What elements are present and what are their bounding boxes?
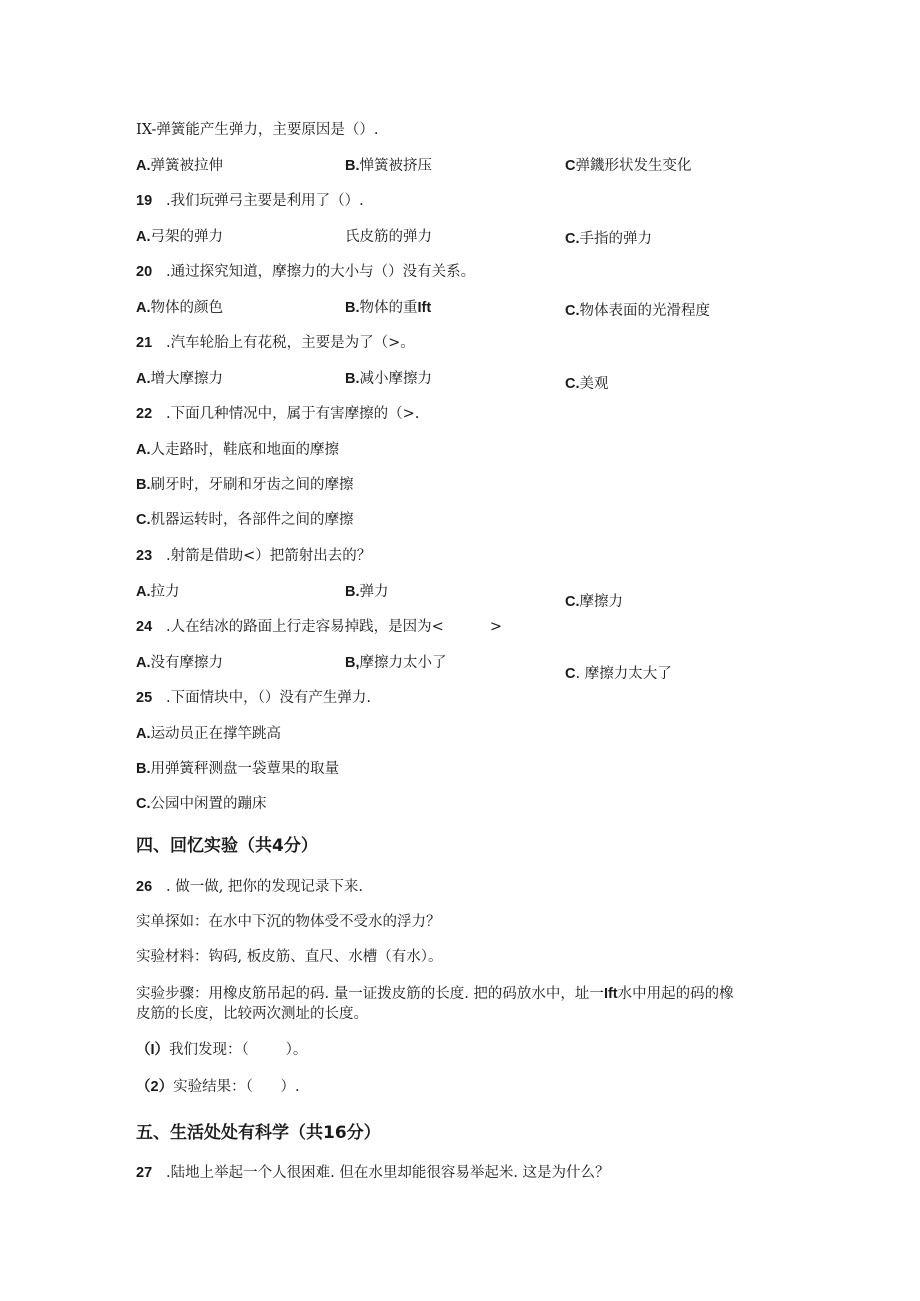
option-label: C. — [136, 796, 151, 812]
section-5-heading: 五、生活处处有科学（共16分） — [136, 1123, 381, 1143]
question-number: 21 — [136, 335, 153, 351]
question-26-stem — [136, 877, 363, 897]
option-text: 摩擦力 — [579, 594, 623, 610]
question-27-stem — [136, 1163, 610, 1183]
question-24-option-c — [565, 664, 672, 684]
option-text-tail: Ift — [417, 300, 432, 316]
question-number: 24 — [136, 619, 153, 635]
question-25-option-a — [136, 724, 281, 744]
question-26-steps-line-2: 皮筋的长度，比较两次测址的长度。 — [136, 1006, 368, 1022]
question-25-option-c — [136, 794, 267, 814]
option-label: B. — [136, 477, 151, 493]
question-18-option-c — [565, 156, 691, 176]
question-25-option-b — [136, 759, 339, 779]
question-24-option-b — [345, 653, 447, 673]
question-text: .下面情块中，（）没有产生弹力. — [166, 690, 371, 706]
question-23-option-b — [345, 582, 389, 602]
option-label: A. — [136, 655, 151, 671]
option-text: 手指的弹力 — [579, 231, 652, 247]
question-21-option-b — [345, 369, 432, 389]
option-label: B. — [345, 371, 360, 387]
option-text: . 摩擦力太大了 — [575, 666, 672, 682]
question-19-option-a — [136, 227, 223, 247]
question-19-option-c — [565, 229, 652, 249]
steps-text-bold: Ift — [603, 986, 618, 1002]
steps-text-end: 水中用起的码的橡 — [617, 986, 734, 1002]
option-label: B. — [345, 158, 360, 174]
option-text: 物体表面的光滑程度 — [579, 303, 710, 319]
part-label: （I） — [136, 1042, 170, 1058]
option-label: C — [565, 666, 576, 682]
option-label: A. — [136, 158, 151, 174]
question-20-option-b — [345, 298, 431, 318]
question-21-option-a — [136, 369, 223, 389]
question-26-explore: 实单探如：在水中下沉的物体受不受水的浮力？ — [136, 914, 441, 930]
option-text: 用弹簧秤测盘一袋蕈果的取量 — [150, 761, 339, 777]
option-text: 物体的重 — [359, 300, 418, 316]
question-text: .人在结冰的路面上行走容易掉践，是因为< > — [166, 619, 502, 635]
question-21-option-c — [565, 374, 609, 394]
option-label: C. — [565, 231, 580, 247]
option-label: B. — [345, 584, 360, 600]
question-22-option-b — [136, 475, 354, 495]
option-label: C. — [565, 376, 580, 392]
question-text: .陆地上举起一个人很困难. 但在水里却能很容易举起米. 这是为什么？ — [166, 1165, 610, 1181]
option-text: 运动员正在撑竿跳高 — [150, 726, 281, 742]
option-text: 公园中闲置的蹦床 — [150, 796, 267, 812]
question-text: .通过探究知道，摩擦力的大小与（）没有关系。 — [166, 264, 476, 280]
option-label: A. — [136, 442, 151, 458]
option-text: 拉力 — [150, 584, 180, 600]
option-text: 美观 — [579, 376, 609, 392]
part-text: 实验结果：（ ）. — [173, 1079, 300, 1095]
option-label: C. — [565, 594, 580, 610]
question-number: 19 — [136, 193, 153, 209]
option-label: A. — [136, 584, 151, 600]
question-number: 20 — [136, 264, 153, 280]
question-26-materials: 实验材料：钩码, 板皮筋、直尺、水槽（有水）。 — [136, 949, 443, 965]
section-4-heading: 四、回忆实验（共4分） — [136, 836, 318, 856]
question-text: .汽车轮胎上有花税，主要是为了（>。 — [166, 335, 415, 351]
question-26-part-2 — [136, 1077, 300, 1097]
question-23-option-c — [565, 592, 623, 612]
question-19-stem — [136, 191, 364, 211]
option-label: A. — [136, 300, 151, 316]
option-text: 氏皮筋的弹力 — [345, 229, 432, 245]
option-text: 弹鐖形状发生变化 — [575, 158, 692, 174]
question-text: .我们玩弹弓主要是利用了（）. — [166, 193, 364, 209]
question-text: . 做一做, 把你的发现记录下来. — [166, 879, 364, 895]
question-22-option-a — [136, 440, 339, 460]
question-20-option-a — [136, 298, 223, 318]
option-text: 刷牙时，牙刷和牙齿之间的摩擦 — [150, 477, 354, 493]
option-text: 物体的颜色 — [150, 300, 223, 316]
question-number: 23 — [136, 548, 153, 564]
question-25-stem — [136, 688, 371, 708]
question-24-stem — [136, 617, 502, 637]
option-text: 增大摩擦力 — [150, 371, 223, 387]
question-19-option-b — [345, 227, 432, 247]
option-text: 机器运转时，各部件之间的摩擦 — [150, 512, 354, 528]
question-20-stem — [136, 262, 475, 282]
option-label: A. — [136, 726, 151, 742]
question-22-option-c — [136, 510, 354, 530]
question-number: 26 — [136, 879, 153, 895]
option-label: B. — [345, 300, 360, 316]
question-number: 22 — [136, 406, 153, 422]
option-text: 人走路时，鞋底和地面的摩擦 — [150, 442, 339, 458]
question-18-option-b — [345, 156, 432, 176]
question-number: 27 — [136, 1165, 153, 1181]
option-label: A. — [136, 229, 151, 245]
question-text: .射箭是借助<）把箭射出去的？ — [166, 548, 372, 564]
question-number: 25 — [136, 690, 153, 706]
option-label: C. — [136, 512, 151, 528]
option-text: 没有摩擦力 — [150, 655, 223, 671]
option-label: C. — [565, 303, 580, 319]
question-26-steps-line-1 — [136, 984, 734, 1004]
question-24-option-a — [136, 653, 223, 673]
option-label: B. — [136, 761, 151, 777]
option-label: A. — [136, 371, 151, 387]
option-text: 弹力 — [359, 584, 389, 600]
part-label: （2） — [136, 1079, 174, 1095]
option-text: 减小摩擦力 — [359, 371, 432, 387]
steps-text: 实验步骤：用橡皮筋吊起的码. 量一证拨皮筋的长度. 把的码放水中，址一 — [136, 986, 604, 1002]
option-label: B, — [345, 655, 360, 671]
option-text: 摩擦力太小了 — [359, 655, 447, 671]
option-text: 弹簧被拉伸 — [150, 158, 223, 174]
option-text: 弓架的弹力 — [150, 229, 223, 245]
question-23-option-a — [136, 582, 180, 602]
question-26-part-1 — [136, 1040, 307, 1060]
question-21-stem — [136, 333, 415, 353]
option-label: C — [565, 158, 576, 174]
question-23-stem — [136, 546, 371, 566]
question-text: .下面几种情况中，属于有害摩擦的（>. — [166, 406, 420, 422]
question-18-stem: IX-弹簧能产生弹力，主要原因是（）. — [136, 122, 379, 138]
option-text: 惮簧被挤压 — [359, 158, 432, 174]
question-18-option-a — [136, 156, 223, 176]
question-20-option-c — [565, 301, 710, 321]
question-22-stem — [136, 404, 419, 424]
part-text: 我们发现：（ ）。 — [169, 1042, 308, 1058]
